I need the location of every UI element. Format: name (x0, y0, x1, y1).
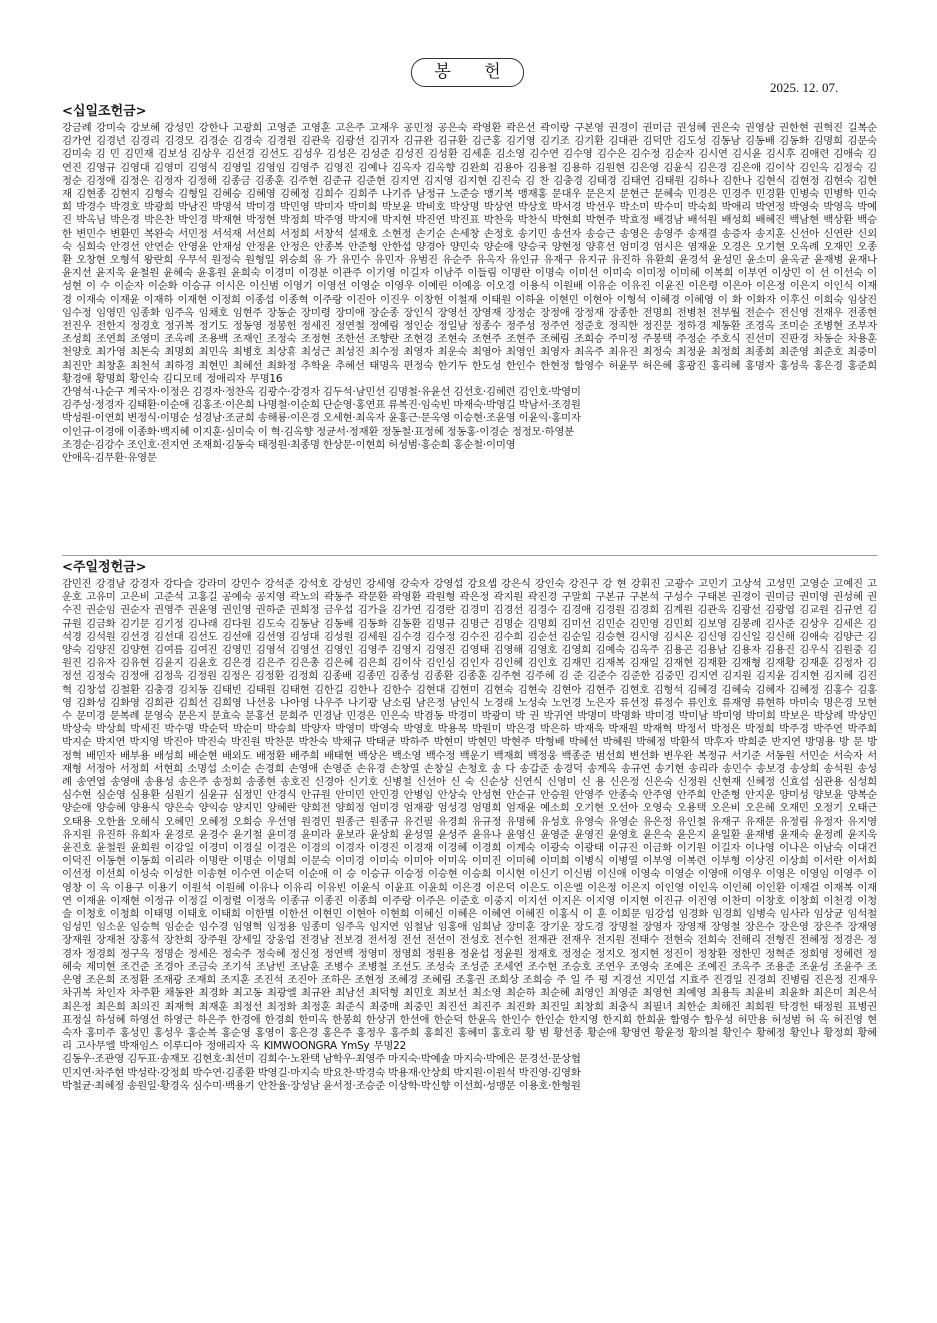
section-divider (62, 555, 877, 556)
tithe-couple-line: 김주성·정경자 김태환·이순애 김홍조·이은희 나명철·이순희 단순영·홍연표 류복진·임숙빈 마재숙·박영길 박남서·조경원 (62, 399, 581, 412)
section-heading-sunday: <주일정헌금> (62, 560, 147, 575)
page-title: 봉 헌 (411, 58, 524, 87)
sunday-name-list: 감민진 강경남 강경자 강다슬 강라미 강민수 강석준 강석호 강성민 강세영 강숙자 강영섭 강요셉 강은식 강인숙 강진구 강 현 강휘진 고광수 고민기 고상석 고성민 고영순 고예진 고운호 고유미 고은비 고준석 고홍길 공예숙 공지영 곽노의 곽동주 곽문환 곽영환 곽원형 곽은정 곽지원 곽진경 구말희 구본규 구본석 구성수 구태본 권경이 권미금 권미영 권성혜 권수진 권순임 권순자 권영주 권윤영 권인영 권하준 권희정 금우섭 김가을 김가연 김경란 김경미 김경선 김경수 김경애 김경원 김경희 김계원 김관욱 김광선 김광엽 김교원 김규연 김규원 김금화 김기문 김기정 김나래 김다원 김도숙 김동남 김동배 김동화 김동환 김명규 김명근 김명순 김명희 김미선 김민순 김민영 김민희 김보영 김봉례 김사준 김상우 김세은 김석경 김석원 김선경 김선대 김선도 김선애 김선영 김성대 김성원 김세원 김수경 김수정 김수진 김수희 김순선 김순일 김승현 김시영 김시온 김신영 김신일 김신해 김애숙 김양근 김양숙 김양진 김양현 김여름 김여진 김영민 김영석 김영선 김영인 김영주 김영지 김영진 김영태 김영해 김영호 김영희 김예숙 김옥주 김용곤 김용남 김용자 김용진 김우식 김원중 김원진 김유자 김유현 김윤지 김윤호 김은경 김은주 김은총 김은혜 김은희 김이삭 김인심 김인자 김인혜 김인호 김재민 김재복 김재일 김재현 김재환 김재형 김재황 김재훈 김정자 김정선 김정숙 김정애 김정욱 김정원 김정은 김정환 김정희 김종배 김종민 김종성 김종환 김종훈 김주현 김주혜 김 준 김준수 김준한 김중민 김지연 김지원 김지윤 김지현 김지혜 김진혁 김창섭 김철환 김충경 김치동 김태빈 김태원 김태현 김한길 김한나 김한수 김현대 김현미 김현숙 김현숙 김현아 김현주 김현호 김형석 김혜경 김혜숙 김혜자 김혜정 김홍수 김홍영 김화성 김화영 김희관 김희선 김희영 나선웅 나아영 나우주 나기광 남소림 남은정 남인식 노경래 노성숙 노언경 노은자 류선정 류정수 류인호 류재영 류현하 마미숙 명은경 모현수 문미경 문복례 문영숙 문은지 문효숙 문홍선 문희주 민경남 민경은 민은숙 박겸동 박경미 박광미 박 권 박귀연 박명미 박명화 박미경 박미남 박미영 박미희 박보은 박상례 박상민 박상숙 박상희 박세진 박수명 박순덕 박순미 박승희 박양자 박영미 박영숙 박영호 박용목 박원미 박은경 박은하 박재욱 박재원 박재혁 박정서 박정은 박정희 박주경 박주연 박주희 박지순 박지연 박지영 박진아 박진숙 박진원 박찬문 박찬숙 박채규 박태균 박하주 박현미 박현민 박현주 박형배 박혜선 박혜원 박혜정 박환석 박후자 박희준 반지연 방명용 방 문 방정혁 배민자 배부용 배성희 배순현 배외도 배정환 배주희 배태현 백상은 백소영 백수정 백운기 백재희 백정웅 백종준 범선희 변선화 변우완 복정규 서기준 서동원 서민순 서숙자 서재형 서정아 서정희 서현희 소명섭 소이순 손경희 손영애 손영준 손유경 손창열 손창실 손청호 송 다 송갑준 송경덕 송계옥 송규연 송기현 송리라 송민수 송보경 송상희 송석원 송성례 송연엽 송영애 송용성 송은주 송정희 송종현 송호진 신경아 신기호 신병철 신선아 신 숙 신순상 신연식 신영미 신 용 신은정 신은숙 신정원 신현재 신혜정 신효섭 심관용 심성희 심수현 심순영 심용환 심원기 심윤규 심정민 안경식 안규원 안미민 안민경 안병임 안상숙 안성현 안순규 안승원 안영주 안종숙 안주영 안주희 안준형 안지운 양미성 양보윤 양복순 양순애 양승혜 양용식 양은숙 양익승 양지민 양혜란 양희전 양희정 엄미경 엄재광 엄성경 엄명희 엄재윤 예소희 오기현 오선아 오영숙 오용택 오은비 오은혜 오재민 오정기 오태근 오태용 오한율 오해식 오혜민 오혜정 오희승 우선영 원경민 원종근 원종규 유건필 유경희 유규정 유명혜 유성호 유영숙 유영순 유은정 유인철 유재구 유재문 유정림 유정자 유지영 유지원 유진하 유희자 윤경로 윤경수 윤기철 윤미경 윤미라 윤보라 윤상희 윤성열 윤성주 윤유나 윤영신 윤영준 윤영진 윤영호 윤은숙 윤은지 윤일환 윤재병 윤재숙 윤정례 윤지욱 윤진호 윤철원 윤희원 이강일 이경미 이경실 이경은 이경의 이경자 이경진 이경재 이경혜 이경희 이계숙 이광숙 이광태 이규진 이금화 이기원 이길자 이나영 이나은 이남숙 이대건 이덕진 이동현 이동희 이리라 이명란 이명순 이명희 이문숙 이미경 이미숙 이미아 이미옥 이미진 이미혜 이미희 이병식 이병열 이부영 이복련 이부형 이상진 이상희 이서란 이서희 이선정 이선희 이성숙 이성한 이송현 이수연 이순덕 이순애 이 승 이승규 이승정 이승현 이승희 이시현 이신기 이신범 이신애 이영숙 이영순 이영애 이영우 이영은 이영임 이영주 이영창 이 옥 이용구 이용기 이원석 이원혜 이유나 이유리 이유빈 이윤식 이윤표 이윤희 이은경 이은덕 이은도 이은엘 이은정 이은지 이인영 이인옥 이인혜 이인환 이재걸 이재복 이재연 이재윤 이재현 이정규 이정길 이정렬 이정욱 이종규 이종진 이종희 이주랑 이주은 이준호 이중지 이지선 이지은 이지영 이지현 이진규 이진영 이찬미 이창호 이창희 이천경 이청술 이청호 이청희 이태명 이태호 이태희 이한별 이한선 이현민 이현아 이현희 이혜신 이혜은 이혜연 이혜진 이홍식 이 훈 이희문 임강섭 임경화 임경희 임병숙 임사라 임상균 임석철 임성민 임소운 임승혁 임순순 임수경 임영혁 임정용 임종미 임주옥 임지연 임철남 임홍애 임희남 장미훈 장기운 장도경 장명철 장영자 장영재 장영철 장은수 장은영 장은주 장재영 장재원 장재천 장홍석 장찬희 장주원 장세일 장웅업 전경남 전보경 전서정 전선 전선이 전성호 전수헌 전재관 전재우 전지원 전태수 전현숙 전희숙 전해리 전형진 전혜정 정경은 정경자 정경희 정구옥 정명순 정세은 정숙주 정숙혜 정신정 정연백 정영미 정영희 정원용 정윤섭 정윤원 정재호 정정순 정지오 정지현 정진이 정창환 정한민 정혁준 정희영 정혜련 정혜숙 제미현 조건준 조경아 조금숙 조기석 조남빈 조남훈 조병수 조병철 조선도 조성숙 조성준 조세연 조수현 조승호 조연우 조영숙 조예은 조예진 조옥주 조용준 조윤성 조윤주 조은영 조은희 조정환 조재광 조재희 조지훈 조진석 조진아 조하은 조현정 조혜경 조혜림 조홍권 조희상 조희승 주 일 주 평 지경선 지민섭 지효주 진경일 진경희 진병림 진은정 진재우 차귀복 차인자 차주환 채동완 최경화 최고동 최광엘 최규완 최남선 최덕형 최민호 최보선 최소영 최순하 최순혜 최영인 최영준 최영현 최예영 최용득 최윤비 최윤화 최은미 최은석 최은정 최은희 최의진 최재혁 최재훈 최정선 최정화 최정훈 최준식 최중매 최중민 최진선 최진주 최진화 최진일 최창희 최충식 최필녀 최한순 최해진 최희원 탁경헌 태정원 표병권 표정실 하성혜 하영선 하영근 하은주 한경애 한경희 한미옥 한봉희 한상귀 한선애 한순덕 한윤옥 한인수 한인순 한지영 한지희 한희윤 함영수 함우성 허만용 허성범 허 옥 허진영 현숙자 홍미주 홍성민 홍성우 홍순복 홍순영 홍영이 홍은경 홍은주 홍정우 홍주희 홍희진 홍혜미 홍호리 황 범 황선종 황순애 황영연 황윤정 황의철 황인수 황혜정 황인나 황정희 황혜리 고사무엘 박재임스 이루디아 정애리자 옥 KIMWOONGRA YmSy 무명22 (62, 578, 877, 1053)
sunday-offering-section (62, 560, 877, 1093)
section-heading-tithe: <십일조헌금> (62, 104, 147, 119)
tithe-couple-line: 이인규·이경애 이종화·백지혜 이지훈·심미숙 이 혁·김옥향 정균서·정재환 정동철·표정혜 정동홍·이경순 정정모·하영분 (62, 425, 574, 438)
tithe-couple-line: 조경순·김강수 조인호·전지연 조재희·김동숙 태정원·최종명 한상문·이현희 허성범·홍순희 홍순철·이미영 (62, 438, 516, 451)
tithe-offering-section (62, 104, 877, 465)
page-date: 2025. 12. 07. (770, 80, 839, 95)
tithe-name-list: 강금례 강미숙 강보혜 강성민 강한나 고광희 고영준 고영훈 고은주 고재우 공민정 공은숙 곽영환 곽은선 곽이랑 구본영 권경이 권미금 권성혜 권은숙 권영삼 권한현 권혁진 길복순 김가연 김경년 김경리 김경모 김경순 김경숙 김경원 김관욱 김광선 김귀자 김규완 김규환 김근홍 김기영 김기조 김기환 김대관 김덕만 김도성 김동남 김동배 김동화 김명희 김문숙 김미숙 김 민 김민재 김보성 김상우 김선경 김선도 김성우 김성은 김성준 김성진 김성환 김세훈 김소영 김수연 김수영 김수은 김수정 김순자 김시연 김시윤 김시후 김애련 김애숙 김연진 김영규 김영대 김영미 김영식 김영일 김영임 김영주 김영진 김예나 김옥자 김옥향 김완희 김용아 김용철 김용하 김원현 김은영 김윤식 김은경 김은애 김이삭 김인옥 김정숙 김정순 김정애 김정은 김정자 김정해 김종금 김종훈 김주현 김준규 김준현 김지연 김지영 김지현 김진숙 김 찬 김충경 김태경 김태연 김태원 김하나 김한나 김현식 김현정 김현숙 김현재 김현종 김현지 김형숙 김형일 김혜승 김혜영 김혜정 김희수 김희주 나기쥬 남정규 노준승 맹기복 맹재홍 문대우 문은지 문현근 문혜숙 민경은 민경주 민경환 민병숙 민병학 민숙희 박경수 박경호 박광희 박남진 박명석 박미경 박민영 박미자 박미희 박보윤 박비호 박상명 박상연 박상호 박서경 박선우 박소미 박수미 박숙희 박애리 박연정 박영숙 박영옥 박예진 박옥님 박은경 박은찬 박인경 박재현 박정현 박정희 박주영 박지애 박지현 박진연 박진표 박찬욱 박찬식 박현희 박현주 박효정 배경남 배석원 배성희 배혜진 백남현 백상환 백승한 변민수 변환민 복완숙 서민정 서석재 서선희 서정희 서창석 설재호 소현정 손기순 손세창 손정호 송기민 송선자 송승근 송영은 송영주 송재결 송증자 송지훈 신선아 신연란 신외숙 심희숙 안경선 안연순 안영윤 안재성 안정윤 안정은 안종복 안준형 안한섭 양경아 양민숙 양순애 양승국 양현정 양휴선 엄미경 엄시은 염재윤 오경은 오기현 오옥례 오재민 오종환 오창현 오형석 왕란희 우무석 원정숙 원형일 위승희 유 가 유민수 유민자 유범진 유순주 유옥자 유인규 유재구 유지규 유진하 유환희 윤경석 윤성민 윤소미 윤옥균 윤재병 윤재나 윤지선 윤지욱 윤철원 윤혜숙 윤홍원 윤희숙 이경미 이경분 이관주 이기영 이길자 이남주 이들림 이명란 이명숙 이미선 이미숙 이미정 이미혜 이복희 이부연 이상민 이 선 이선숙 이성현 이 수 이순자 이순화 이승규 이시은 이신범 이영기 이영선 이영순 이영우 이예린 이예응 이오경 이용식 이원배 이유순 이유진 이윤진 이은령 이은아 이은정 이은지 이인식 이재경 이재숙 이재윤 이재하 이재현 이정희 이종섭 이종혁 이주랑 이진아 이진우 이창헌 이철재 이태원 이하윤 이현민 이현아 이형석 이혜경 이혜영 이 화 이화자 이후신 이희숙 임삼진 임수정 임영민 임종화 임주옥 임채호 임현주 장동순 장미령 장미애 장순종 장인식 장영선 장영재 장정순 장정애 장정재 장종한 전명희 전병천 전부월 전순수 전신영 전재우 전종현 전진우 전한지 정경호 정귀복 정기도 정동영 정봉헌 정세진 정연철 정예림 정인순 정일남 정종수 정주성 정주연 정준호 정직한 정진문 정하경 제동환 조경옥 조미순 조병현 조부자 조성희 조연희 조영미 조옥례 조용백 조재인 조정숙 조정현 조한선 조향란 조현경 조현숙 조현주 조현주 조혜림 조희승 주미정 주봉택 주정순 주호식 진선미 진판경 차동순 차용훈 천양호 최가영 최돈숙 최명희 최민옥 최병호 최상휴 최성근 최성진 최수정 최영자 최운숙 최영아 최영인 최영자 최옥주 최유진 최정숙 최정윤 최정희 최종희 최준영 최준호 최중미 최진만 최창훈 최천석 최하경 최현민 최혜선 최화정 추학윤 추혜선 태명옥 편정숙 한기두 한도성 한인수 한현정 함영수 허윤무 허은혜 홍광진 홍리혜 홍명자 홍성욱 홍은경 홍준희 황경애 황명희 황인숙 김디모데 정애리자 무명16 (62, 122, 877, 385)
sunday-couple-line: 박철균·최혜정 송원일·황경옥 심수미·백용기 안찬율·장성남 윤서정·조승준 이상학·박신향 이선희·성맹문 이용호·한형원 (62, 1079, 581, 1092)
sunday-couple-line: 김동우·조관영 김두표·송재모 김현호·최선미 김희수·노완택 남학우·최영주 마지숙·박예솔 마지숙·박예은 문경선·문상협 (62, 1053, 581, 1066)
sunday-couple-line: 민지연·차주현 박성락·강정희 박수연·김종환 박영길·마지숙 박요찬·박경숙 박용재·안상희 박지원·이원석 박진영·김영화 (62, 1066, 581, 1079)
tithe-couple-line: 안애옥·김무환·유영문 (62, 452, 157, 465)
tithe-couple-line: 간영석·나순구 계국자·이정은 김경자·정찬옥 김광수·강경자 김두석·남민선 김명철·유윤선 김선호·김혜련 김인호·박영미 (62, 386, 581, 399)
tithe-couple-line: 박성원·이연희 변정식·이명순 성경남·조균희 송해룡·이은경 오세현·최옥자 윤홍근·문옥영 이승현·조윤영 이윤익·홍미자 (62, 412, 581, 425)
